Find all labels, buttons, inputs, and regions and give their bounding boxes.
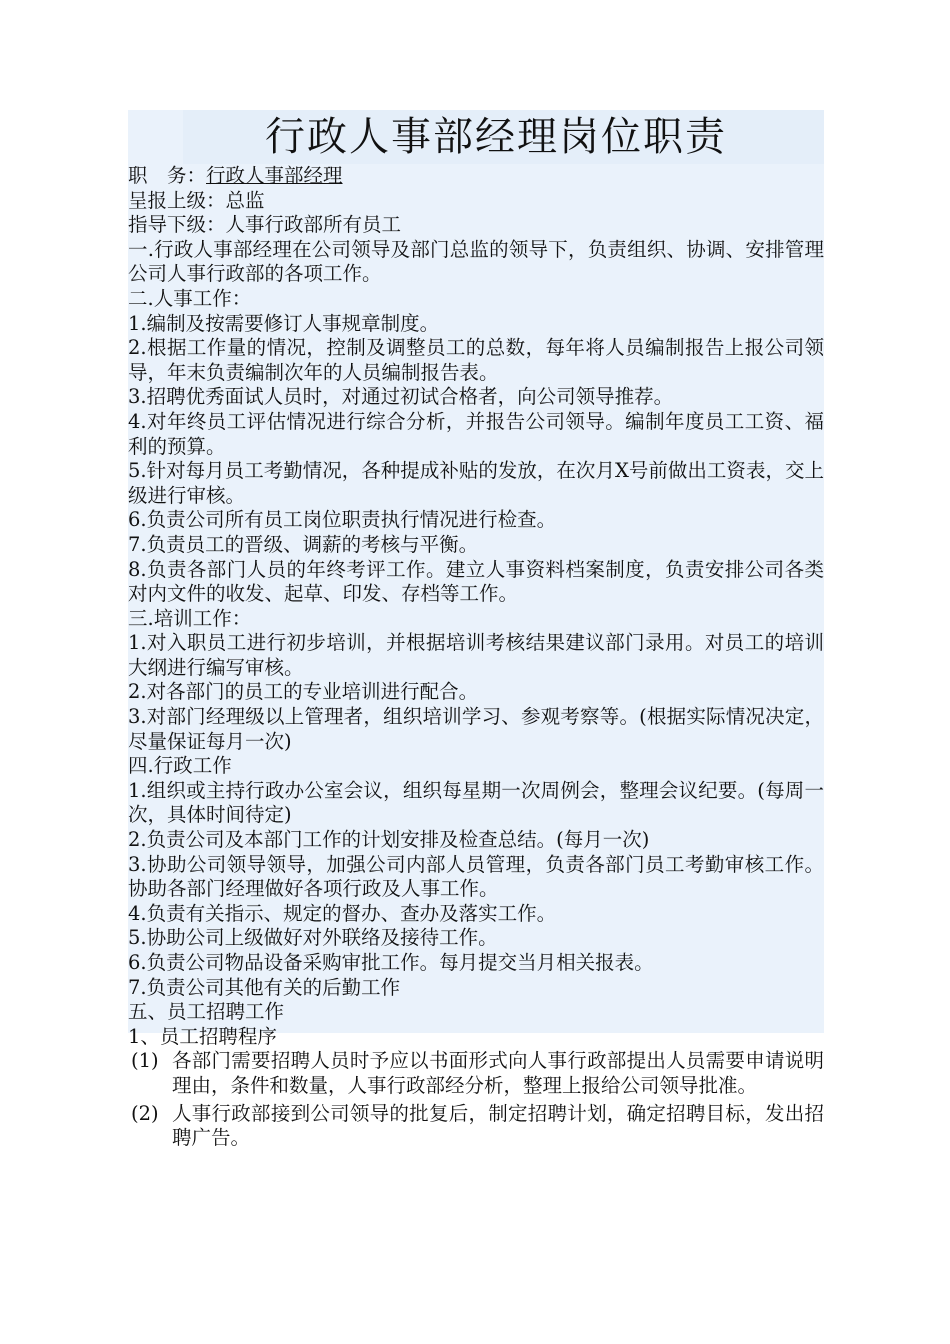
list-item: 7.负责员工的晋级、调薪的考核与平衡。: [128, 532, 479, 556]
list-item: 5.针对每月员工考勤情况，各种提成补贴的发放，在次月X号前做出工资表，交上级进行审核。: [128, 459, 824, 507]
superior-line: 呈报上级：总监: [128, 188, 265, 212]
list-item: 8.负责各部门人员的年终考评工作。建立人事资料档案制度，负责安排公司各类对内文件的收发、起草、印发、存档等工作。: [128, 557, 824, 606]
list-item: 6.负责公司物品设备采购审批工作。每月提交当月相关报表。: [128, 951, 654, 974]
list-item: 2.根据工作量的情况，控制及调整员工的总数，每年将人员编制报告上报公司领导，年末负责编制次年的人员编制报告表。: [128, 336, 824, 384]
numbered-step: [128, 1102, 824, 1151]
list-item: 3.招聘优秀面试人员时，对通过初试合格者，向公司领导推荐。: [128, 385, 674, 409]
list-item: 3.对部门经理级以上管理者，组织培训学习、参观考察等。(根据实际情况决定，尽量保证每月一次): [128, 705, 824, 753]
list-item: 3.协助公司领导领导，加强公司内部人员管理，负责各部门员工考勤审核工作。协助各部门经理做好各项行政及人事工作。: [128, 852, 824, 901]
step-number: (2): [131, 1101, 159, 1125]
list-item: 7.负责公司其他有关的后勤工作: [128, 975, 401, 999]
subordinate-line: 指导下级：人事行政部所有员工: [128, 213, 402, 237]
section-personnel: [128, 287, 824, 607]
subsection-heading: 1、员工招聘程序: [128, 1024, 277, 1048]
list-item: 1.编制及按需要修订人事规章制度。: [128, 311, 440, 335]
list-item: 6.负责公司所有员工岗位职责执行情况进行检查。: [128, 508, 557, 532]
intro-paragraph: 一.行政人事部经理在公司领导及部门总监的领导下，负责组织、协调、安排管理公司人事行政部的各项工作。: [128, 237, 824, 286]
position-line: [128, 164, 824, 189]
step-text: 各部门需要招聘人员时予应以书面形式向人事行政部提出人员需要申请说明理由，条件和数量，人事行政部经分析，整理上报给公司领导批准。: [172, 1049, 824, 1097]
section-training: [128, 607, 824, 755]
position-label: 职 务：: [128, 164, 207, 187]
position-value: 行政人事部经理: [206, 164, 343, 187]
list-item: 5.协助公司上级做好对外联络及接待工作。: [128, 926, 498, 950]
document-title: 行政人事部经理岗位职责: [265, 114, 727, 160]
list-item: 4.负责有关指示、规定的督办、查办及落实工作。: [128, 901, 557, 925]
section-administration: [128, 754, 824, 1000]
list-item: 2.负责公司及本部门工作的计划安排及检查总结。(每月一次): [128, 828, 650, 852]
list-item: 4.对年终员工评估情况进行综合分析，并报告公司领导。编制年度员工工资、福利的预算。: [128, 409, 824, 458]
section-heading: 二.人事工作：: [128, 286, 252, 310]
list-item: 1.组织或主持行政办公室会议，组织每星期一次周例会，整理会议纪要。(每周一次，具体时间待定): [128, 778, 824, 827]
list-item: 2.对各部门的员工的专业培训进行配合。: [128, 680, 479, 704]
section-heading: 五、员工招聘工作: [128, 1000, 285, 1024]
list-item: 1.对入职员工进行初步培训，并根据培训考核结果建议部门录用。对员工的培训大纲进行编写审核。: [128, 631, 824, 679]
step-number: (1): [131, 1049, 159, 1073]
step-text: 人事行政部接到公司领导的批复后，制定招聘计划，确定招聘目标，发出招聘广告。: [172, 1101, 824, 1150]
document-body: [128, 110, 824, 1151]
section-heading: 四.行政工作: [128, 754, 232, 778]
numbered-step: [128, 1049, 824, 1098]
section-heading: 三.培训工作：: [128, 606, 252, 630]
section-recruitment: [128, 1000, 824, 1151]
